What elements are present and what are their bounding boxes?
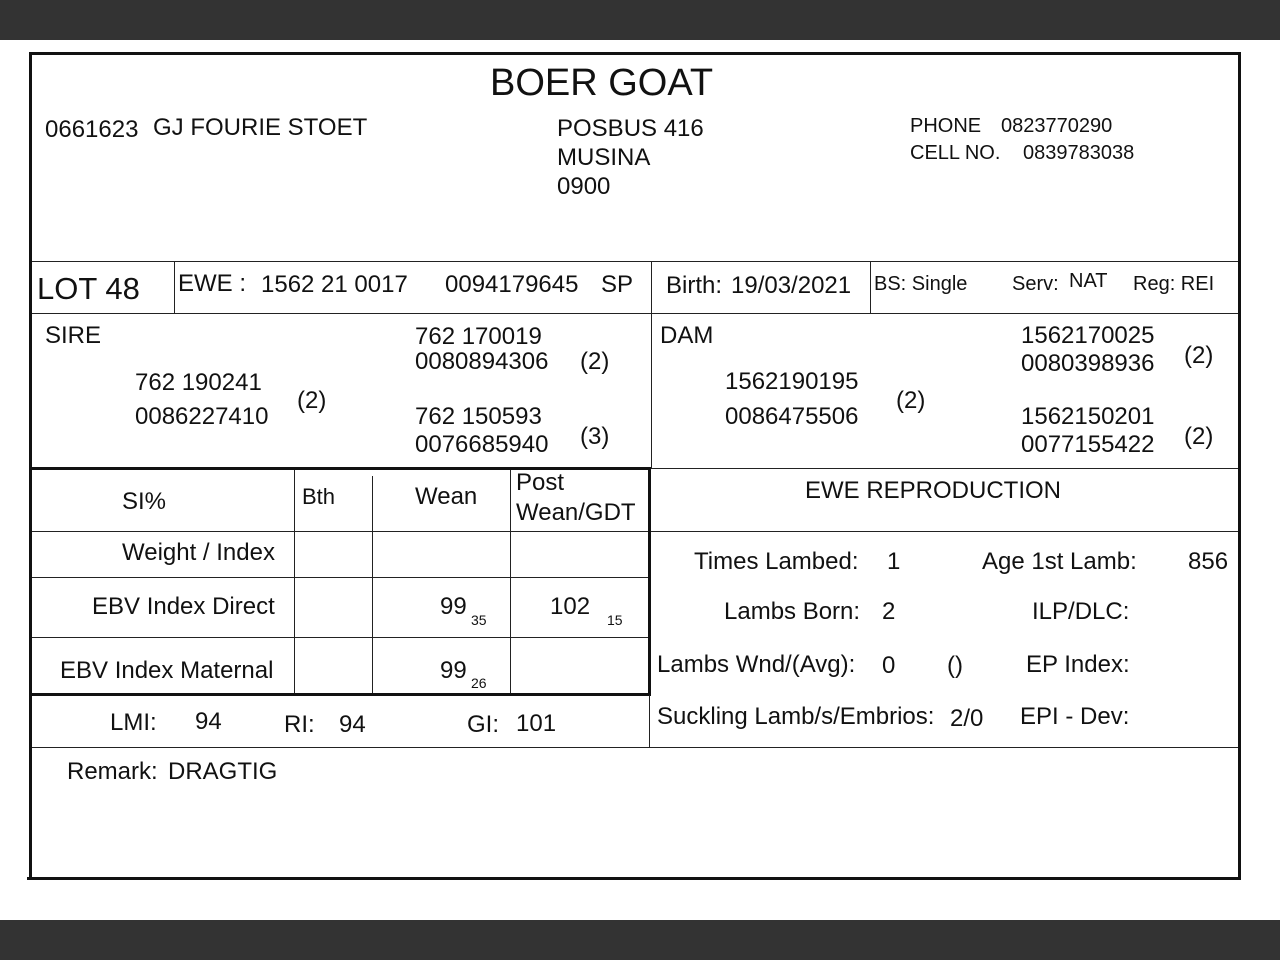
divider-lot-1 — [174, 261, 175, 313]
direct-post: 102 — [550, 593, 591, 620]
header-si: SI% — [122, 488, 167, 515]
dam-grand2-id: 1562150201 — [1021, 403, 1155, 430]
sire-grand1-reg: 0080894306 — [415, 348, 549, 375]
divider-indices-right — [649, 695, 650, 747]
divider-lot-3 — [870, 261, 871, 313]
direct-post-sub: 15 — [607, 612, 623, 628]
lot-number: LOT 48 — [37, 271, 140, 306]
row-weight-label: Weight / Index — [122, 539, 275, 566]
lmi-label: LMI: — [110, 709, 157, 736]
index-row-1 — [32, 531, 648, 532]
suckling-value: 2/0 — [950, 705, 984, 732]
dam-label: DAM — [660, 322, 714, 349]
dam-grand2-reg: 0077155422 — [1021, 431, 1155, 458]
maternal-wean-sub: 26 — [471, 675, 487, 691]
divider-lot-bottom — [32, 313, 1238, 314]
index-table-right — [648, 467, 651, 695]
header-wean: Wean — [415, 483, 478, 510]
lambs-wnd-label: Lambs Wnd/(Avg): — [657, 651, 856, 678]
cell-number: 0839783038 — [1023, 142, 1135, 164]
sire-grand1-count: (2) — [580, 348, 610, 375]
index-row-3 — [32, 637, 648, 638]
lambs-born-label: Lambs Born: — [724, 598, 861, 625]
age-first-value: 856 — [1188, 548, 1229, 575]
maternal-wean: 99 — [440, 657, 467, 684]
bottom-bar — [0, 920, 1280, 960]
phone-label: PHONE — [910, 115, 982, 137]
sire-id: 762 190241 — [135, 369, 262, 396]
card-border-left — [29, 52, 32, 880]
breeder-code: 0661623 — [45, 116, 139, 143]
gi-label: GI: — [467, 711, 500, 738]
divider-lot-2 — [651, 261, 652, 313]
top-bar — [0, 0, 1280, 40]
birth-label: Birth: — [666, 272, 723, 299]
header-wean-gdt: Wean/GDT — [516, 499, 636, 526]
divider-reproduction-top — [651, 468, 1238, 469]
sire-count: (2) — [297, 387, 327, 414]
card-border-right — [1238, 52, 1241, 880]
gi-value: 101 — [516, 710, 557, 737]
ri-label: RI: — [284, 711, 315, 738]
lambs-wnd-avg: () — [947, 652, 963, 679]
ewe-class: SP — [601, 271, 634, 298]
index-row-2 — [32, 577, 648, 578]
page-title: BOER GOAT — [490, 62, 714, 104]
ilp-dlc-label: ILP/DLC: — [1032, 598, 1130, 625]
reg-value: Reg: REI — [1133, 273, 1215, 295]
lambs-wnd-value: 0 — [882, 652, 896, 679]
sire-reg: 0086227410 — [135, 403, 269, 430]
divider-lot-top — [32, 261, 1238, 262]
direct-wean-sub: 35 — [471, 612, 487, 628]
address-line-2: MUSINA — [557, 144, 651, 171]
ewe-id: 1562 21 0017 — [261, 271, 408, 298]
dam-grand2-count: (2) — [1184, 423, 1214, 450]
lambs-born-value: 2 — [882, 598, 896, 625]
lot-card — [29, 52, 1241, 880]
suckling-label: Suckling Lamb/s/Embrios: — [657, 703, 935, 730]
birth-date: 19/03/2021 — [731, 272, 852, 299]
remark-label: Remark: — [67, 758, 158, 785]
sire-grand2-id: 762 150593 — [415, 403, 542, 430]
sire-grand2-count: (3) — [580, 423, 610, 450]
ri-value: 94 — [339, 711, 366, 738]
header-post: Post — [516, 469, 565, 496]
divider-indices-bottom — [32, 747, 1238, 748]
ewe-label: EWE : — [178, 270, 247, 297]
times-lambed-label: Times Lambed: — [694, 548, 859, 575]
header-bth: Bth — [302, 484, 336, 509]
reproduction-title: EWE REPRODUCTION — [805, 477, 1062, 504]
sire-grand1-id: 762 170019 — [415, 323, 542, 350]
address-line-3: 0900 — [557, 173, 611, 200]
address-line-1: POSBUS 416 — [557, 115, 704, 142]
index-col-2 — [372, 476, 373, 693]
serv-value: NAT — [1069, 270, 1108, 292]
index-col-3 — [510, 470, 511, 693]
direct-wean: 99 — [440, 593, 467, 620]
sire-grand2-reg: 0076685940 — [415, 431, 549, 458]
card-border-bottom — [27, 877, 1241, 880]
divider-pedigree — [651, 313, 652, 468]
cell-label: CELL NO. — [910, 142, 1001, 164]
lmi-value: 94 — [195, 708, 222, 735]
bs-value: BS: Single — [874, 273, 968, 295]
dam-reg: 0086475506 — [725, 403, 859, 430]
phone-number: 0823770290 — [1001, 115, 1113, 137]
remark-value: DRAGTIG — [168, 758, 278, 785]
epi-dev-label: EPI - Dev: — [1020, 703, 1130, 730]
row-direct-label: EBV Index Direct — [92, 593, 275, 620]
serv-label: Serv: — [1012, 273, 1059, 295]
card-border-top — [29, 52, 1241, 55]
ep-index-label: EP Index: — [1026, 651, 1130, 678]
dam-grand1-count: (2) — [1184, 342, 1214, 369]
index-col-1 — [294, 470, 295, 693]
dam-grand1-id: 1562170025 — [1021, 322, 1155, 349]
repro-header-line — [651, 531, 1238, 532]
age-first-label: Age 1st Lamb: — [982, 548, 1137, 575]
sire-label: SIRE — [45, 322, 102, 349]
times-lambed-value: 1 — [887, 548, 901, 575]
dam-id: 1562190195 — [725, 368, 859, 395]
index-table-bottom — [32, 693, 651, 696]
dam-grand1-reg: 0080398936 — [1021, 350, 1155, 377]
ewe-reg: 0094179645 — [445, 271, 579, 298]
row-maternal-label: EBV Index Maternal — [60, 657, 274, 684]
dam-count: (2) — [896, 387, 926, 414]
breeder-name: GJ FOURIE STOET — [153, 114, 368, 141]
